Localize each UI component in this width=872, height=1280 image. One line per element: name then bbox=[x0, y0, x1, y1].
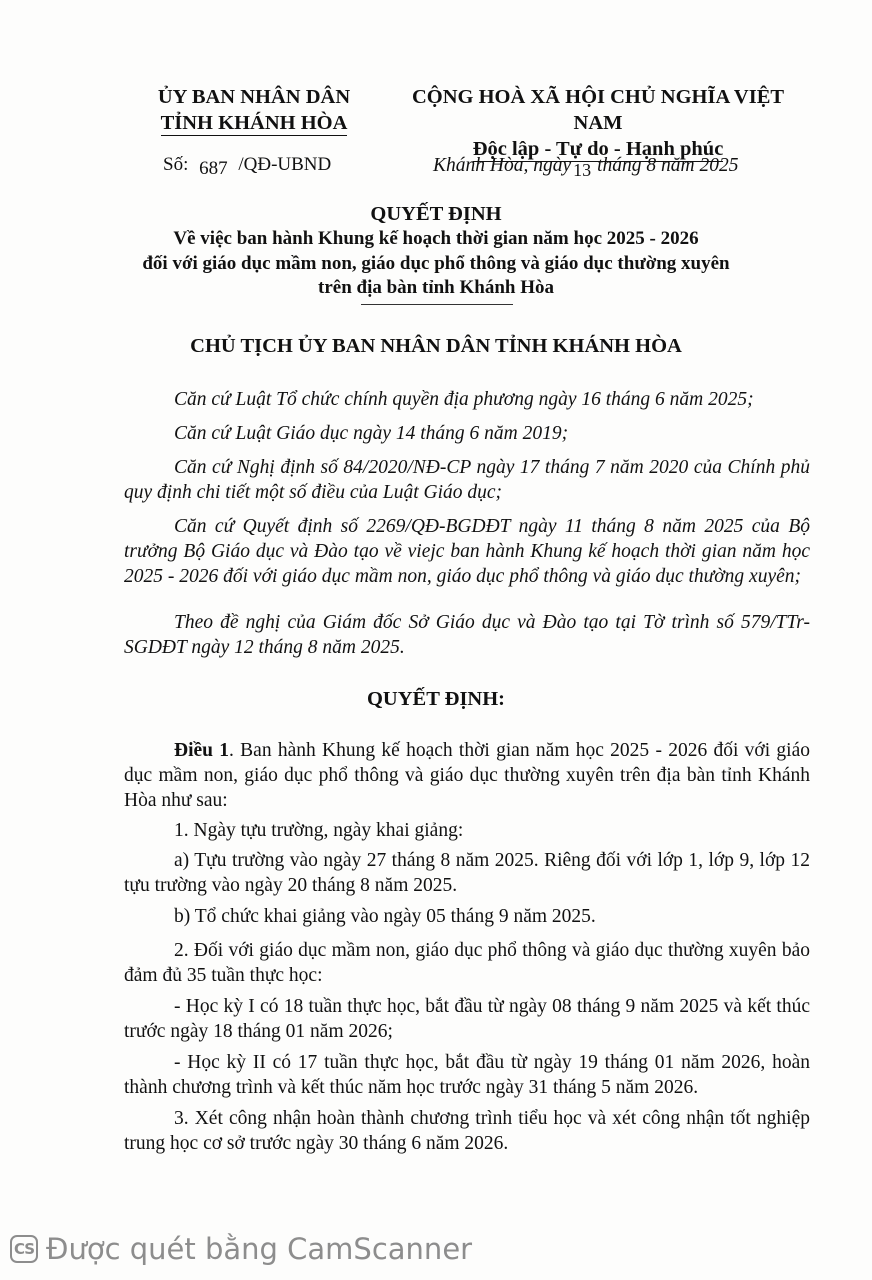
title-subject-line3: trên địa bàn tỉnh Khánh Hòa bbox=[318, 277, 554, 298]
date-day: 13 bbox=[573, 160, 592, 180]
agency-line2: TỈNH KHÁNH HÒA bbox=[160, 112, 348, 134]
date-prefix: Khánh Hòa, ngày bbox=[433, 155, 572, 176]
title-divider bbox=[361, 304, 513, 305]
so-number: 687 bbox=[199, 158, 228, 179]
title-subject-line2: đối với giáo dục mầm non, giáo dục phổ thông và giáo dục thường xuyên bbox=[142, 253, 730, 274]
so-suffix: /QĐ-UBND bbox=[238, 154, 332, 175]
document-title: QUYẾT ĐỊNH bbox=[370, 203, 502, 225]
agency-header bbox=[130, 84, 378, 136]
body-item: 3. Xét công nhận hoàn thành chương trình tiểu học và xét công nhận tốt nghiệp trung học cơ sở trước ngày 30 tháng 6 năm 2026. bbox=[124, 1108, 810, 1154]
preamble-item: Căn cứ Luật Giáo dục ngày 14 tháng 6 năm 2019; bbox=[174, 423, 569, 444]
article-1-text: . Ban hành Khung kế hoạch thời gian năm học 2025 - 2026 đối với giáo dục mầm non, giáo dục phổ thông và giáo dục thường xuyên trên địa bàn tỉnh Khánh Hòa như sau: bbox=[124, 740, 811, 811]
document-number bbox=[163, 152, 331, 178]
body-item: 2. Đối với giáo dục mầm non, giáo dục phổ thông và giáo dục thường xuyên bảo đảm đủ 35 tuần thực học: bbox=[124, 940, 810, 986]
preamble-item: Căn cứ Nghị định số 84/2020/NĐ-CP ngày 17 tháng 7 năm 2020 của Chính phủ quy định chi tiết một số điều của Luật Giáo dục; bbox=[124, 457, 810, 503]
camscanner-logo-icon: CS bbox=[10, 1235, 38, 1263]
preamble-item: Căn cứ Quyết định số 2269/QĐ-BGDĐT ngày 11 tháng 8 năm 2025 của Bộ trưởng Bộ Giáo dục và Đào tạo về viejc ban hành Khung kế hoạch thời gian năm học 2025 - 2026 đối với giáo dục mầm non, giáo dục phổ thông và giáo dục thường xuyên; bbox=[124, 516, 810, 587]
article-1-label: Điều 1 bbox=[174, 740, 230, 761]
watermark-text: Được quét bằng CamScanner bbox=[46, 1232, 473, 1266]
document-date bbox=[433, 152, 739, 179]
title-subject-line1: Về việc ban hành Khung kế hoạch thời gian năm học 2025 - 2026 bbox=[173, 228, 699, 249]
article-1 bbox=[124, 738, 810, 813]
body-item: - Học kỳ I có 18 tuần thực học, bắt đầu từ ngày 08 tháng 9 năm 2025 và kết thúc trước ngày 18 tháng 01 năm 2026; bbox=[124, 996, 810, 1042]
body-item: b) Tổ chức khai giảng vào ngày 05 tháng 9 năm 2025. bbox=[174, 906, 596, 927]
preamble-item: Căn cứ Luật Tổ chức chính quyền địa phương ngày 16 tháng 6 năm 2025; bbox=[174, 389, 754, 410]
body-item: a) Tựu trường vào ngày 27 tháng 8 năm 2025. Riêng đối với lớp 1, lớp 9, lớp 12 tựu trường vào ngày 20 tháng 8 năm 2025. bbox=[124, 850, 810, 896]
agency-line1: ỦY BAN NHÂN DÂN bbox=[157, 86, 351, 108]
body-item: 1. Ngày tựu trường, ngày khai giảng: bbox=[174, 820, 464, 841]
nation-motto: Độc lập - Tự do - Hạnh phúc bbox=[472, 138, 724, 160]
camscanner-watermark bbox=[10, 1232, 472, 1266]
issuer-heading: CHỦ TỊCH ỦY BAN NHÂN DÂN TỈNH KHÁNH HÒA bbox=[190, 335, 682, 357]
decision-heading: QUYẾT ĐỊNH: bbox=[366, 688, 505, 710]
nation-line1: CỘNG HOÀ XÃ HỘI CHỦ NGHĨA VIỆT NAM bbox=[411, 86, 785, 134]
preamble-item: Theo đề nghị của Giám đốc Sở Giáo dục và Đào tạo tại Tờ trình số 579/TTr-SGDĐT ngày 12 tháng 8 năm 2025. bbox=[124, 612, 810, 658]
body-item: - Học kỳ II có 17 tuần thực học, bắt đầu từ ngày 19 tháng 01 năm 2026, hoàn thành chương trình và kết thúc năm học trước ngày 31 tháng 5 năm 2026. bbox=[124, 1052, 810, 1098]
nation-header bbox=[388, 84, 808, 162]
so-label: Số: bbox=[163, 154, 189, 175]
date-suffix: tháng 8 năm 2025 bbox=[597, 155, 739, 176]
